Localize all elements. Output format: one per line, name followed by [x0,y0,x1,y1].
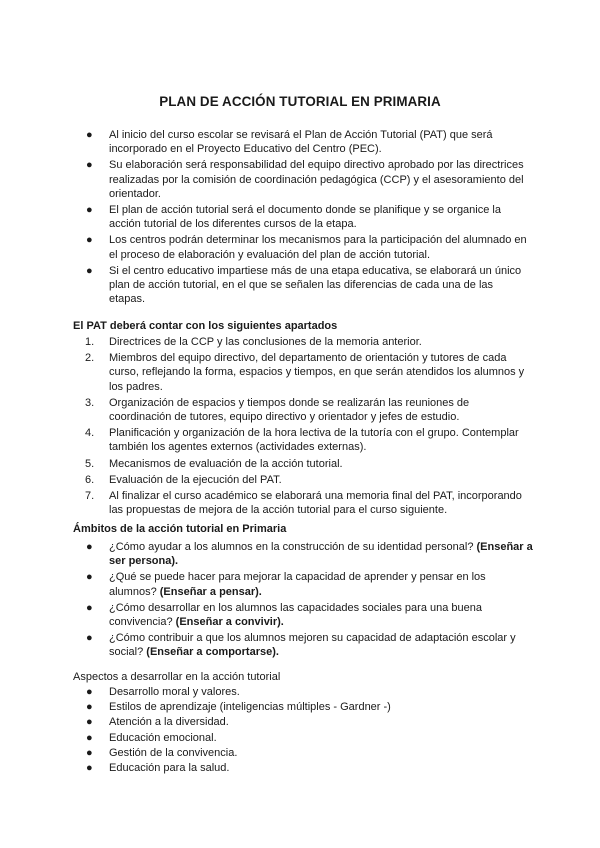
bullet-icon: ● [86,601,93,614]
list-item: ● Educación para la salud. [86,762,230,775]
list-item: 3. Organización de espacios y tiempos donde se realizarán las reuniones de coordinación de tutores, equipo directivo y orientador y jefes de estudio. [85,396,470,424]
list-item: ● Los centros podrán determinar los mecanismos para la participación del alumnado en el proceso de elaboración y evaluación del plan de acción tutorial. [86,234,527,261]
list-item: ● Gestión de la convivencia. [86,746,238,759]
list-item: ● ¿Cómo desarrollar en los alumnos las capacidades sociales para una buena convivencia? (Enseñar a convivir). [86,601,482,629]
bullet-icon: ● [86,234,93,247]
list-item: ● Al inicio del curso escolar se revisará el Plan de Acción Tutorial (PAT) que será incorporado en el Proyecto Educativo del Centro (PEC). [86,129,493,156]
bullet-icon: ● [86,762,93,775]
list-item: ● ¿Cómo ayudar a los alumnos en la construcción de su identidad personal? (Enseñar a ser persona). [86,541,533,568]
list-item: ● Estilos de aprendizaje (inteligencias múltiples - Gardner -) [86,701,391,714]
list-item: ● ¿Qué se puede hacer para mejorar la capacidad de aprender y pensar en los alumnos? (Enseñar a pensar). [86,571,486,598]
bullet-icon: ● [86,204,93,217]
bullet-icon: ● [86,571,93,584]
bullet-icon: ● [86,686,93,698]
bullet-icon: ● [86,731,93,744]
bullet-icon: ● [86,632,93,645]
aspectos-heading: Aspectos a desarrollar en la acción tutorial [73,671,281,683]
bullet-icon: ● [86,129,93,141]
list-item: ● El plan de acción tutorial será el documento donde se planifique y se organice la acción tutorial de los diferentes cursos de la etapa. [86,204,501,231]
page-title: PLAN DE ACCIÓN TUTORIAL EN PRIMARIA [159,94,441,109]
ambitos-heading: Ámbitos de la acción tutorial en Primaria [73,523,287,535]
bullet-icon: ● [86,716,93,729]
ambitos-list [73,540,533,662]
list-item: ● Si el centro educativo impartiese más de una etapa educativa, se elaborará un único plan de acción tutorial, en el que se señalen las diferencias de cada una de las etapas. [86,264,522,306]
pat-heading: El PAT deberá contar con los siguientes apartados [73,320,338,332]
bullet-icon: ● [86,701,93,714]
list-item: ● Educación emocional. [86,731,217,744]
list-item: 1. Directrices de la CCP y las conclusiones de la memoria anterior. [85,336,422,348]
pat-list [73,335,533,519]
list-item: ● Desarrollo moral y valores. [86,686,240,698]
list-item: 5. Mecanismos de evaluación de la acción tutorial. [85,457,343,470]
list-item: ● Su elaboración será responsabilidad del equipo directivo aprobado por las directrices realizadas por la comisión de coordinación pedagógica (CCP) y el asesoramiento del orientador. [86,159,524,200]
list-item: ● ¿Cómo contribuir a que los alumnos mejoren su capacidad de adaptación escolar y social? (Enseñar a comportarse). [86,632,516,659]
bullet-icon: ● [86,159,93,172]
list-item: 4. Planificación y organización de la hora lectiva de la tutoría con el grupo. Contemplar también los agentes externos (actividades externas). [85,427,519,454]
list-item: 6. Evaluación de la ejecución del PAT. [85,473,282,486]
aspectos-list [73,685,533,776]
bullet-icon: ● [86,746,93,759]
list-item: ● Atención a la diversidad. [86,716,229,729]
bullet-icon: ● [86,541,93,553]
bullet-icon: ● [86,264,93,277]
intro-list [73,128,529,308]
list-item: 2. Miembros del equipo directivo, del departamento de orientación y tutores de cada curso, reflejando la forma, espacios y tiempos, en que serán atendidos los alumnos y los padres. [85,352,525,393]
list-item: 7. Al finalizar el curso académico se elaborará una memoria final del PAT, incorporando las propuestas de mejora de la acción tutorial para el curso siguiente. [85,490,522,517]
